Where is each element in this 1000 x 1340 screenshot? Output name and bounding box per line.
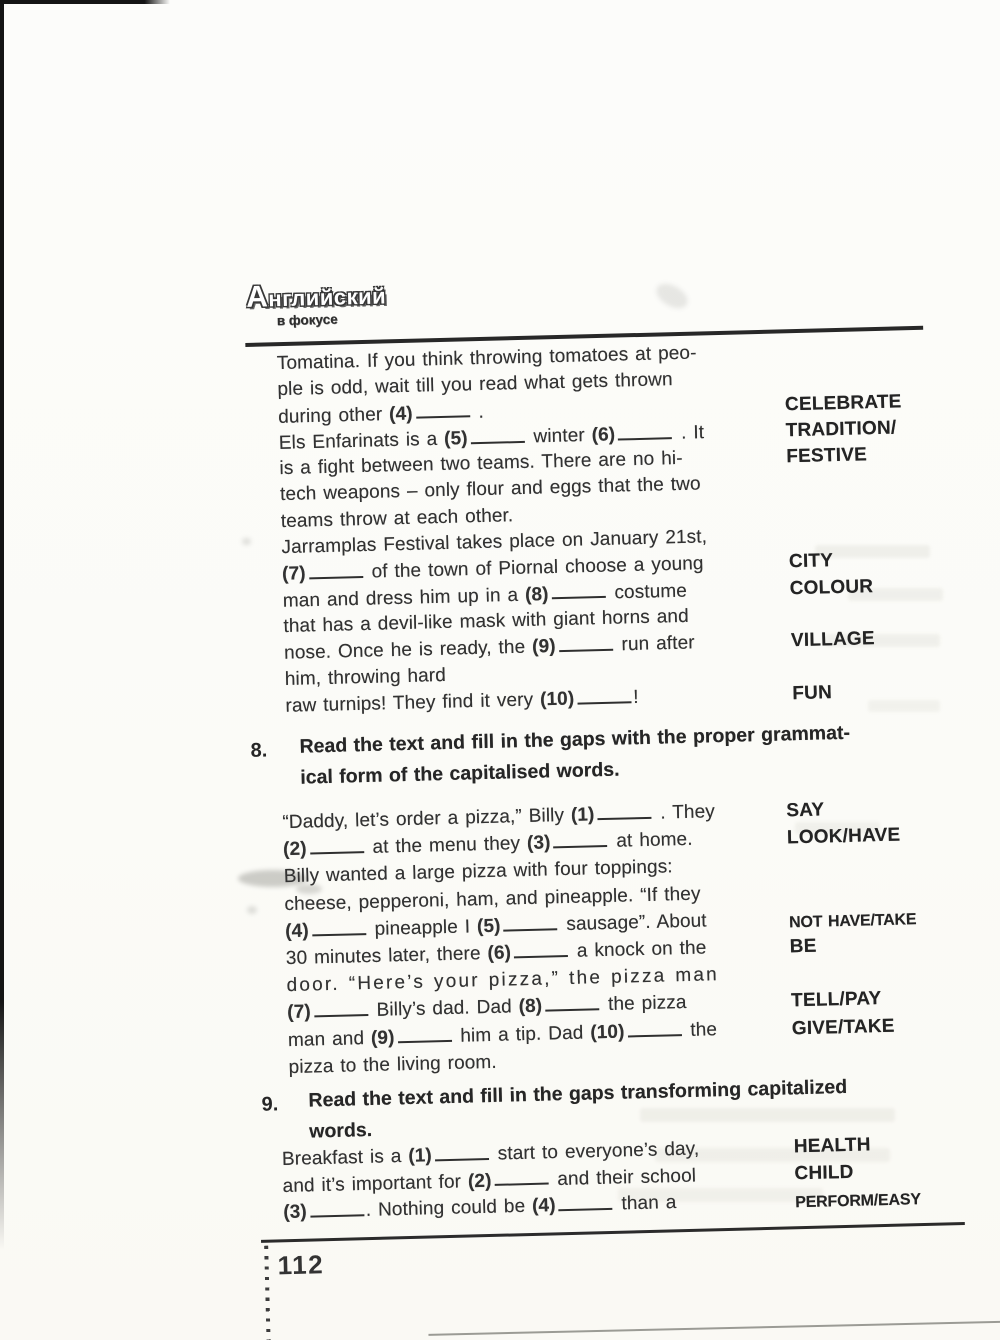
page-number: 112 xyxy=(277,1249,325,1281)
gap-blank xyxy=(597,800,651,820)
text-run: Tomatina. If you think throwing tomatoes at peo- xyxy=(276,342,697,375)
text-run: than a xyxy=(614,1192,677,1215)
text-run: . Nothing could be xyxy=(365,1195,533,1222)
text-run: ! xyxy=(632,686,639,708)
gap-number: (3) xyxy=(283,1201,308,1224)
gap-blank xyxy=(308,559,362,579)
gap-blank xyxy=(311,916,365,936)
text-run: . It xyxy=(673,421,705,444)
text-run: Read the text and fill in the gaps with the proper grammat- xyxy=(299,721,851,758)
text-run: Billy wanted a large pizza with four toppings: xyxy=(283,856,673,888)
scan-edge-top xyxy=(0,0,170,4)
text-run: 30 minutes later, there xyxy=(285,942,488,970)
gap-number: (10) xyxy=(539,688,575,711)
text-run: at the menu they xyxy=(365,833,528,859)
gap-number: (10) xyxy=(590,1021,625,1043)
text-run: man and dress him up in a xyxy=(282,584,526,612)
text-run: teams throw at each other. xyxy=(280,505,514,532)
capitalised-keyword: LOOK/HAVE xyxy=(786,824,901,849)
capitalised-keyword: TELL/PAY xyxy=(790,988,882,1012)
next-page-edge-line xyxy=(428,1321,1000,1336)
capitalised-keyword: TRADITION/ xyxy=(785,417,897,442)
exercise9-number: 9. xyxy=(261,1093,279,1116)
gap-blank xyxy=(558,1191,612,1211)
capitalised-keyword: PERFORM/EASY xyxy=(795,1191,922,1212)
exercise7-text xyxy=(276,340,902,719)
capitalised-keyword: FESTIVE xyxy=(786,444,868,468)
gap-number: (6) xyxy=(591,424,616,446)
gap-blank xyxy=(514,938,568,958)
text-run: winter xyxy=(526,424,592,448)
gap-number: (4) xyxy=(388,403,413,425)
gap-number: (3) xyxy=(526,832,551,855)
text-run: and their school xyxy=(550,1165,697,1190)
capitalised-keyword: VILLAGE xyxy=(790,628,876,652)
gap-blank xyxy=(503,911,557,931)
gap-blank xyxy=(627,1017,681,1037)
text-run: ical form of the capitalised words. xyxy=(300,758,620,789)
text-run: . xyxy=(471,401,485,423)
capitalised-keyword: HEALTH xyxy=(793,1134,871,1158)
footer-rule xyxy=(261,1222,965,1243)
gap-blank xyxy=(577,684,631,704)
book-logo-subtitle: в фокусе xyxy=(276,311,338,329)
gap-number: (5) xyxy=(476,915,501,938)
gap-blank xyxy=(309,835,363,855)
capitalised-keyword: SAY xyxy=(786,799,825,822)
exercise8-number: 8. xyxy=(250,739,268,762)
text-run: a knock on the xyxy=(569,937,707,962)
text-run: Jarramplas Festival takes place on January 21st, xyxy=(281,526,708,559)
gap-number: (9) xyxy=(370,1026,395,1049)
gap-blank xyxy=(494,1166,548,1186)
capitalised-keyword: NOT HAVE/TAKE xyxy=(788,910,917,932)
capitalised-keyword: CELEBRATE xyxy=(784,390,902,415)
exercise8-title xyxy=(299,718,851,793)
gap-blank xyxy=(310,1197,364,1217)
scan-edge-left xyxy=(0,0,4,1250)
text-run: is a fight between two teams. There are no hi- xyxy=(279,448,683,480)
gap-number: (2) xyxy=(282,838,307,861)
text-run: raw turnips! They find it very xyxy=(285,689,541,717)
gap-number: (4) xyxy=(531,1195,556,1217)
text-run: door. “Here’s your pizza,” the pizza man xyxy=(286,964,720,997)
gap-blank xyxy=(435,1141,489,1161)
text-run: and it’s important for xyxy=(282,1170,469,1197)
text-run: sausage”. About xyxy=(559,910,707,935)
gap-number: (4) xyxy=(284,920,309,942)
gap-blank xyxy=(470,424,524,444)
gap-blank xyxy=(313,998,367,1018)
gap-number: (8) xyxy=(518,995,543,1018)
capitalised-keyword: BE xyxy=(789,935,817,958)
text-run: at home. xyxy=(609,828,693,853)
gap-number: (9) xyxy=(531,636,556,658)
capitalised-keyword: CHILD xyxy=(794,1161,854,1184)
gap-number: (2) xyxy=(467,1170,492,1192)
gap-number: (1) xyxy=(570,804,595,826)
capitalised-keyword: COLOUR xyxy=(789,575,874,599)
text-run: the xyxy=(683,1018,718,1041)
text-run: “Daddy, let’s order a pizza,” Billy xyxy=(282,804,572,834)
text-run: him, throwing hard xyxy=(284,664,447,690)
book-logo xyxy=(246,279,387,328)
text-run: . They xyxy=(653,801,716,824)
text-run: cheese, pepperoni, ham, and pineapple. “If they xyxy=(284,883,701,915)
text-run: during other xyxy=(277,403,390,428)
book-logo-title: Английский xyxy=(245,280,387,314)
text-run: that has a devil-like mask with giant horns and xyxy=(283,605,689,638)
text-run: Billy’s dad. Dad xyxy=(369,996,519,1022)
text-run: run after xyxy=(614,632,695,656)
text-run: man and xyxy=(287,1027,372,1051)
scan-smudge xyxy=(652,279,691,313)
text-run: Read the text and fill in the gaps transforming capitalized xyxy=(308,1075,848,1112)
gap-blank xyxy=(545,992,599,1012)
dotted-margin-line xyxy=(264,1246,270,1340)
capitalised-keyword: GIVE/TAKE xyxy=(791,1015,895,1039)
gap-blank xyxy=(397,1023,451,1043)
gap-blank xyxy=(558,632,612,652)
text-run: nose. Once he is ready, the xyxy=(283,636,533,665)
text-run: of the town of Piornal choose a young xyxy=(364,553,704,584)
exercise9-text xyxy=(281,1134,922,1226)
gap-number: (7) xyxy=(287,1001,312,1024)
text-run: Breakfast is a xyxy=(281,1145,409,1170)
gap-blank xyxy=(415,399,469,419)
gap-blank xyxy=(618,420,672,440)
text-run: ple is odd, wait till you read what gets thrown xyxy=(277,369,673,401)
gap-number: (1) xyxy=(408,1145,433,1167)
capitalised-keyword: CITY xyxy=(788,550,834,573)
page-content xyxy=(227,280,983,1340)
gap-number: (8) xyxy=(524,583,549,606)
text-run: pineapple I xyxy=(367,916,478,940)
text-run: Els Enfarinats is a xyxy=(278,428,445,454)
text-run: pizza to the living room. xyxy=(288,1051,497,1078)
text-run: the pizza xyxy=(600,992,687,1016)
exercise8-text xyxy=(282,798,917,1081)
text-run: him a tip. Dad xyxy=(453,1021,591,1047)
capitalised-keyword: FUN xyxy=(792,682,833,705)
exercise9-title xyxy=(308,1072,848,1147)
gap-number: (6) xyxy=(487,942,512,964)
gap-blank xyxy=(553,828,607,848)
gap-number: (7) xyxy=(281,563,306,586)
text-run: tech weapons – only flour and eggs that the two xyxy=(279,473,701,506)
gap-blank xyxy=(551,580,605,600)
gap-number: (5) xyxy=(443,427,468,450)
text-run: start to everyone’s day, xyxy=(490,1138,700,1165)
text-run: words. xyxy=(308,1118,373,1143)
text-run: costume xyxy=(607,580,688,604)
